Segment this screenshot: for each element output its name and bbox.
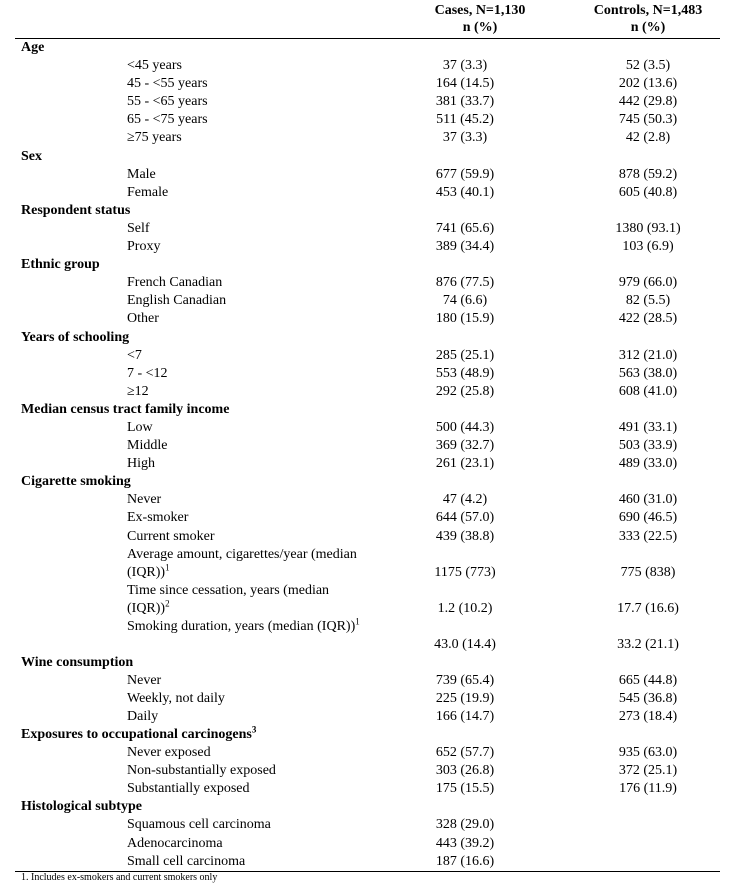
table-row [15, 419, 720, 437]
section-title: Respondent status [21, 202, 131, 218]
section-title: Histological subtype [21, 799, 142, 815]
controls-value: 878 (59.2) [618, 166, 678, 182]
row-label-text: Never exposed [127, 745, 211, 761]
section-title: Exposures to occupational carcinogens [21, 727, 252, 742]
cases-value: 677 (59.9) [435, 166, 495, 182]
table-row [15, 835, 720, 853]
row-label [127, 238, 160, 256]
controls-value: 312 (21.0) [618, 347, 678, 363]
row-label [127, 708, 158, 726]
controls-value: 545 (36.8) [618, 690, 678, 706]
footnote: 1. Includes ex-smokers and current smokers only [21, 871, 218, 883]
cases-value: 37 (3.3) [442, 58, 488, 74]
row-label [127, 780, 250, 798]
row-label-text: Never [127, 672, 162, 688]
cases-value: 37 (3.3) [442, 130, 488, 146]
row-label [127, 419, 153, 437]
cases-value: 303 (26.8) [435, 763, 495, 779]
row-label-text: Time since cessation, years (median (IQR)) [127, 582, 330, 616]
table-header [15, 0, 720, 38]
row-label [127, 816, 271, 834]
row-label [127, 310, 159, 328]
controls-value: 422 (28.5) [618, 311, 678, 327]
section-heading [15, 148, 720, 166]
row-label-text: Middle [127, 438, 168, 454]
table-row [15, 744, 720, 762]
row-label-text: Non-substantially exposed [127, 763, 276, 779]
table-row [15, 365, 720, 383]
row-label-text: <7 [127, 347, 142, 363]
row-label-text: Substantially exposed [127, 781, 250, 797]
row-label [127, 615, 367, 636]
row-label [127, 455, 155, 473]
table-row [15, 274, 720, 292]
controls-value: 33.2 (21.1) [617, 636, 679, 652]
cases-value: 381 (33.7) [435, 94, 495, 110]
controls-value: 935 (63.0) [618, 745, 678, 761]
row-label-text: Adenocarcinoma [127, 835, 223, 851]
row-label-text: Low [127, 419, 153, 435]
controls-value: 273 (18.4) [618, 708, 678, 724]
controls-value: 82 (5.5) [625, 293, 671, 309]
table-row [15, 780, 720, 798]
footnote-marker: 1 [165, 561, 170, 572]
controls-value: 42 (2.8) [625, 130, 671, 146]
cases-value: 164 (14.5) [435, 76, 495, 92]
controls-value: 460 (31.0) [618, 492, 678, 508]
cases-value: 652 (57.7) [435, 745, 495, 761]
row-label-text: Self [127, 220, 150, 236]
cases-value: 175 (15.5) [435, 781, 495, 797]
cases-value: 47 (4.2) [442, 492, 488, 508]
row-label [127, 274, 222, 292]
table-row [15, 582, 720, 618]
table-row [15, 184, 720, 202]
row-label-text: French Canadian [127, 275, 223, 291]
controls-value: 563 (38.0) [618, 365, 678, 381]
section-title: Years of schooling [21, 329, 130, 345]
row-label-text: <45 years [127, 58, 182, 74]
table-row [15, 853, 720, 871]
cases-value: 225 (19.9) [435, 690, 495, 706]
row-label-text: Daily [127, 708, 159, 724]
cases-subtitle: n (%) [462, 20, 498, 35]
footnote-marker: 3 [251, 724, 257, 735]
controls-value: 608 (41.0) [618, 383, 678, 399]
controls-value: 489 (33.0) [618, 456, 678, 472]
section-heading [15, 329, 720, 347]
cases-value: 74 (6.6) [442, 293, 488, 309]
row-label [127, 347, 142, 365]
row-label [127, 383, 149, 401]
controls-subtitle: n (%) [630, 20, 666, 35]
row-label [127, 184, 168, 202]
footnote-marker: 2 [165, 597, 170, 608]
controls-value: 690 (46.5) [618, 510, 678, 526]
cases-value: 261 (23.1) [435, 456, 495, 472]
controls-value: 103 (6.9) [622, 239, 674, 255]
table-row [15, 528, 720, 546]
row-label [127, 546, 367, 582]
controls-value: 372 (25.1) [618, 763, 678, 779]
table-row [15, 491, 720, 509]
cases-value: 1.2 (10.2) [437, 600, 493, 616]
cases-value: 369 (32.7) [435, 438, 495, 454]
table-row [15, 708, 720, 726]
section-title: Wine consumption [21, 654, 134, 670]
cases-value: 741 (65.6) [435, 220, 495, 236]
row-label [127, 744, 211, 762]
cases-value: 285 (25.1) [435, 347, 495, 363]
cases-value: 443 (39.2) [435, 835, 495, 851]
cases-value: 511 (45.2) [436, 112, 494, 128]
table-row [15, 93, 720, 111]
controls-value: 52 (3.5) [625, 58, 671, 74]
row-label-text: Weekly, not daily [127, 690, 225, 706]
controls-value: 202 (13.6) [618, 76, 678, 92]
controls-value: 775 (838) [620, 564, 676, 580]
cases-value: 187 (16.6) [435, 853, 495, 869]
row-label [127, 93, 208, 111]
table-row [15, 238, 720, 256]
cases-value: 739 (65.4) [435, 672, 495, 688]
row-label-text: 65 - <75 years [127, 112, 208, 128]
cases-value: 43.0 (14.4) [434, 636, 496, 652]
controls-value: 979 (66.0) [618, 275, 678, 291]
row-label [127, 835, 223, 853]
table-row [15, 672, 720, 690]
row-label-text: 55 - <65 years [127, 94, 208, 110]
row-label [127, 292, 226, 310]
table-row [15, 546, 720, 582]
table-row [15, 166, 720, 184]
row-label [127, 437, 167, 455]
row-label-text: Female [127, 184, 169, 200]
controls-value: 491 (33.1) [618, 419, 678, 435]
section-heading [15, 39, 720, 57]
row-label-text: High [127, 456, 155, 472]
row-label-text: 45 - <55 years [127, 76, 208, 92]
row-label-text: Squamous cell carcinoma [127, 817, 271, 833]
section-title: Sex [21, 148, 42, 164]
row-label [127, 111, 208, 129]
table-row [15, 615, 720, 654]
row-label-text: Never [127, 492, 162, 508]
section-heading [15, 654, 720, 672]
row-label-text: English Canadian [127, 293, 227, 309]
controls-column-header [563, 2, 733, 36]
table-row [15, 75, 720, 93]
table-body [15, 39, 720, 871]
section-heading [15, 202, 720, 220]
row-label-text: 7 - <12 [127, 365, 168, 381]
row-label-text: Current smoker [127, 528, 215, 544]
controls-value: 333 (22.5) [618, 528, 678, 544]
table-row [15, 437, 720, 455]
section-title: Median census tract family income [21, 401, 230, 417]
section-title: Age [21, 40, 45, 55]
footnote-marker: 1 [355, 615, 360, 626]
table-row [15, 509, 720, 527]
table-row [15, 220, 720, 238]
controls-value: 665 (44.8) [618, 672, 678, 688]
row-label [127, 672, 161, 690]
table-row [15, 310, 720, 328]
row-label-text: Male [127, 166, 156, 182]
row-label-text: Average amount, cigarettes/year (median (IQR)) [127, 546, 357, 580]
row-label-text: Ex-smoker [127, 510, 189, 526]
section-heading [15, 256, 720, 274]
table-row [15, 690, 720, 708]
row-label [127, 491, 161, 509]
cases-value: 439 (38.8) [435, 528, 495, 544]
row-label-text: Smoking duration, years (median (IQR)) [127, 618, 356, 634]
table-row [15, 455, 720, 473]
cases-value: 453 (40.1) [435, 184, 495, 200]
cases-value: 328 (29.0) [435, 817, 495, 833]
row-label [127, 762, 276, 780]
controls-value: 17.7 (16.6) [617, 600, 679, 616]
row-label [127, 528, 214, 546]
table-row [15, 762, 720, 780]
table-row [15, 816, 720, 834]
section-title: Ethnic group [21, 257, 100, 273]
cases-value: 644 (57.0) [435, 510, 495, 526]
demographics-table [15, 0, 720, 884]
table-row [15, 292, 720, 310]
cases-value: 1175 (773) [434, 564, 496, 580]
cases-value: 876 (77.5) [435, 275, 495, 291]
row-label [127, 509, 188, 527]
row-label [127, 220, 150, 238]
row-label [127, 582, 367, 618]
controls-value: 176 (11.9) [619, 781, 677, 797]
section-heading [15, 726, 720, 744]
row-label [127, 57, 182, 75]
cases-value: 180 (15.9) [435, 311, 495, 327]
section-title: Cigarette smoking [21, 474, 131, 490]
row-label-text: Small cell carcinoma [127, 853, 246, 869]
controls-value: 605 (40.8) [618, 184, 678, 200]
controls-value: 745 (50.3) [618, 112, 678, 128]
table-row [15, 347, 720, 365]
table-row [15, 383, 720, 401]
table-row [15, 57, 720, 75]
row-label [127, 853, 245, 871]
table-row [15, 129, 720, 147]
cases-value: 166 (14.7) [435, 708, 495, 724]
row-label [127, 75, 208, 93]
row-label-text: Proxy [127, 239, 161, 255]
controls-value: 503 (33.9) [618, 438, 678, 454]
section-heading [15, 473, 720, 491]
controls-title: Controls, N=1,483 [593, 3, 703, 18]
table-row [15, 111, 720, 129]
row-label [127, 166, 156, 184]
cases-title: Cases, N=1,130 [434, 3, 526, 18]
controls-value: 1380 (93.1) [615, 220, 681, 236]
row-label [127, 690, 225, 708]
controls-value: 442 (29.8) [618, 94, 678, 110]
row-label-text: Other [127, 311, 159, 327]
row-label-text: ≥75 years [127, 130, 182, 146]
row-label-text: ≥12 [127, 383, 149, 399]
cases-column-header [395, 2, 565, 36]
row-label [127, 365, 168, 383]
cases-value: 292 (25.8) [435, 383, 495, 399]
cases-value: 553 (48.9) [435, 365, 495, 381]
section-heading [15, 401, 720, 419]
cases-value: 389 (34.4) [435, 239, 495, 255]
cases-value: 500 (44.3) [435, 419, 495, 435]
section-heading [15, 798, 720, 816]
row-label [127, 129, 182, 147]
